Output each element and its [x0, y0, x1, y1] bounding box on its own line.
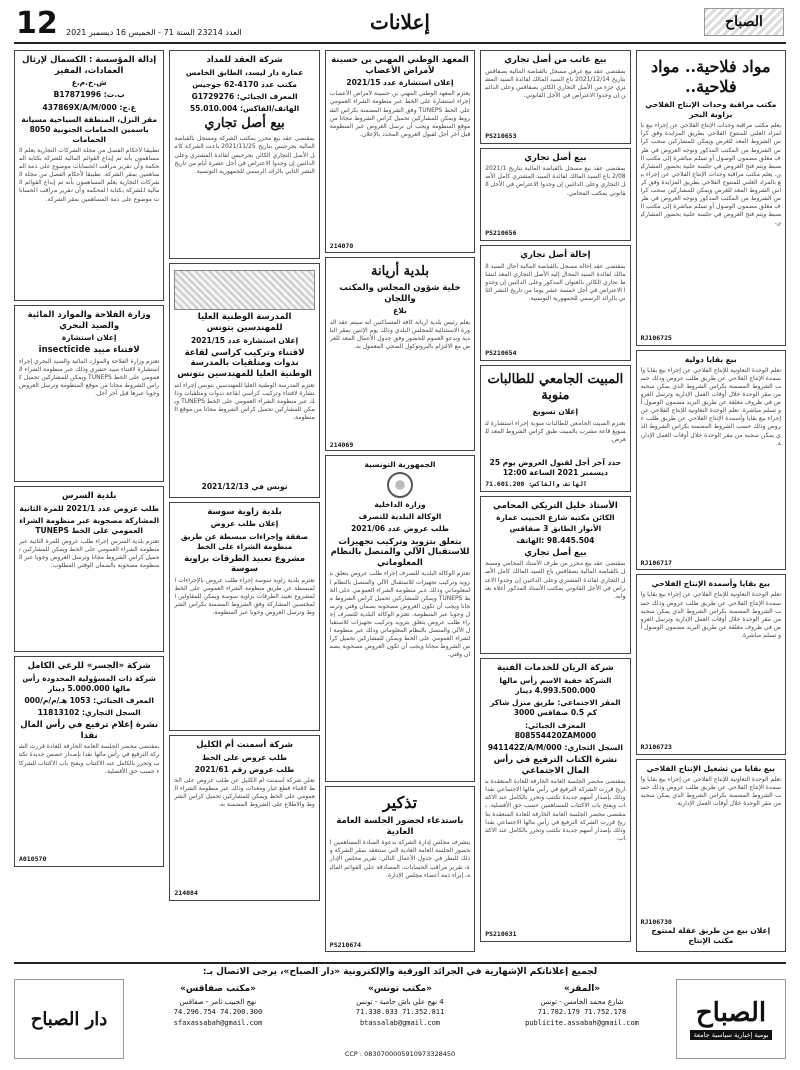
ad-jisr-company — [14, 656, 164, 867]
office-tunis-address: 4 نهج علي باش حامبة - تونس — [356, 997, 444, 1006]
ad-body-text: تعلم الوحدة التعاونية للإنتاج الفلاحي عن إجراء بيع بقايا وأسمدة الإنتاج الفلاحي عن طريق طلب عروض وذلك حسب الشروط المضمنة بكراس الشروط الذي يمكن سحبه من مقر الوحدة خلال أوقات العمل الإدارية وترسل العروض في ظروف مغلقة عن طريق البريد مضمون الوصول أو تسلم مباشرة. — [640, 591, 781, 639]
ad-title: إحالة أصل تجاري — [520, 250, 591, 261]
ad-phone: 71.601.200 :الهاتف والفاكس — [485, 479, 587, 488]
office-main-email: publicite.assabah@gmail.com — [525, 1018, 639, 1027]
ad-code-2: ع.ج: 437869X/A/M/000 — [42, 102, 136, 112]
ad-neuro-institute — [325, 50, 475, 253]
footer-logo — [676, 979, 786, 1059]
column-3 — [325, 50, 475, 952]
ad-sers-municipality — [14, 486, 164, 652]
ad-body-text: تعتزم بلدية السرس إجراء طلب عروض للمرة الثانية عبر منظومة الشراء العمومي على الخط ويمكن للمشاركين تحميل كراس الشروط مجانا وترسل العروض وجوبا عبر المنظومة مصحوبة بالضمان الوقتي المطلوب. — [18, 538, 160, 570]
ad-subtitle: بيع بقايا وأسمدة الإنتاج الفلاحي — [651, 579, 770, 589]
ad-item: لاقتناء وتركيب كراسي لقاعة ندوات ومتلقيات بالمدرسة الوطنية العليا للمهندسين بتونس — [177, 347, 312, 379]
ad-tax-id: المعرف الجبائي: 808554420ZAM000 — [514, 720, 597, 740]
school-logo-icon — [174, 270, 314, 310]
ad-phone: الهاتف/الفاكس: 55.010.004 — [189, 104, 300, 113]
ad-item: خلية شؤون المجلس والمكتب واللجان — [339, 283, 461, 304]
ad-emblem-line-1: الجمهورية التونسية — [364, 460, 436, 470]
ad-agriculture-ministry — [14, 305, 164, 482]
footer-offices — [14, 979, 786, 1059]
ad-body-text: تعتزم المدرسة الوطنية العليا للمهندسين بتونس إجراء استشارة لاقتناء وتركيب كراسي لقاعة ندوات ومتلقيات وذلك عبر منظومة الشراء العمومي على الخط TUNEPS ويمكن للمشاركين تحميل كراس الشروط مجانا من موقع المنظومة. — [174, 381, 315, 421]
footer-logo-tag: يومية إخبارية سياسية جامعة — [690, 1030, 773, 1040]
ad-title: الأستاذ خليل التريكي المحامي — [493, 500, 618, 511]
ad-emblem-line-3: الوكالة البلدية للتصرف — [358, 512, 442, 522]
ad-title: بيع أصل تجاري — [524, 152, 587, 163]
ad-body-text: يتشرف مجلس إدارة الشركة بدعوة السادة المساهمين لحضور الجلسة العامة العادية التي ستنعقد بمقر الشركة وذلك للنظر في جدول الأعمال التالي: تقرير مجلس الإدارة، تقرير مراقب الحسابات، المصادقة على القوائم المالية، إبراء ذمة أعضاء مجلس الإدارة. — [329, 839, 471, 879]
ad-body-text: يعلم رئيس بلدية أريانة كافة المتساكنين أنه سيتم عقد الدورة الاستثنائية للمجلس البلدي وذلك يوم الإثنين بمقر البلدية ويدعو العموم للحضور وفق جدول الأعمال المعد للغرض مع الالتزام بالبروتوكول الصحي المعمول به. — [329, 318, 471, 350]
footer-banner: لجميع إعلاناتكم الإشهارية في الجرائد الورقية والإلكترونية «دار الصباح»، يرجى الاتصال بـ: — [202, 967, 598, 977]
ad-title: وزارة الفلاحة والموارد المائية والصيد البحري — [27, 310, 151, 331]
ad-body-text: بمقتضى محضر الجلسة العامة الخارقة للعادة قررت الشركة الترفيع في رأس مالها نقدا بإصدار حصص جديدة تكتتب وتحرر بالكامل عند الاكتتاب ويفتح باب الاكتتاب للشركاء حسب حق الأفضلية. — [18, 743, 160, 775]
footer-logo-word: الصباح — [695, 998, 767, 1028]
ad-subtitle: إعلان استشارة عدد 2021/15 — [190, 335, 299, 345]
ad-deadline: حدد آخر أجل لقبول العروض يوم 25 ديسمبر 2021 الساعة 12:00 — [489, 457, 622, 477]
ad-hq: المقر الاجتماعي: طريق منزل شاكر كم 0.5 صفاقس 3000 — [490, 698, 621, 718]
ad-engineering-school — [169, 263, 319, 497]
ad-rayan-company — [480, 658, 630, 942]
ad-code: 214084 — [174, 888, 198, 897]
ad-title: شركة الريان للخدمات الفنية — [497, 663, 614, 674]
ad-title: إدالة المؤسسة : الكسمال لإرثال العمادات، المفير — [22, 55, 157, 76]
ad-body-text: بمقتضى محضر الجلسة العامة الخارقة للعادة المنعقدة بتاريخ قررت الشركة الترفيع في رأس مالها الاجتماعي نقدا وذلك بإصدار أسهم جديدة تكتتب وتحرر بالكامل عند الاكتتاب ويفتح باب الاكتتاب للمساهمين حسب حق الأفضلية. بمقتضى محضر الجلسة العامة الخارقة للعادة المنعقدة بتاريخ قررت الشركة الترفيع في رأس مالها الاجتماعي نقدا وذلك بإصدار أسهم جديدة تكتتب وتحرر بالكامل عند الاكتتاب. — [485, 778, 626, 842]
ad-title: مواد فلاحية.. مواد فلاحية.. — [651, 57, 771, 96]
ad-subtitle: إعلان استشارة عدد 2021/15 — [346, 78, 454, 88]
ad-code: 214069 — [329, 440, 354, 449]
ad-business-sale — [480, 148, 630, 242]
office-sfax-phones: 74.296.754 74.200.300 — [173, 1008, 263, 1016]
ad-subtitle: ش.خ.م.ع — [71, 78, 107, 88]
footer-account: CCP : 0830700005910973328450 — [344, 1050, 456, 1058]
office-sfax-address: نهج الحبيب ثامر - صفاقس — [179, 997, 257, 1006]
office-tunis-email: btassalab@gmail.com — [359, 1018, 441, 1027]
ad-body-text: بمقتضى عقد بيع عرفي مسجل بالقباضة المالية بصفاقس بتاريخ 2021/12/14 باع السيد المالك لفائدة السيد المشتري جزء من الأصل التجاري الكائن بصفاقس وعلى الدائنين إن وجدوا الاعتراض في الأجل القانوني. — [485, 67, 626, 99]
ad-item: لاقتناء مبيد insecticide — [38, 345, 140, 356]
ad-footnote: إعلان بيع من طريق عقلة لمنتوج مكتب الإنتاج — [651, 926, 771, 946]
column-2 — [169, 50, 319, 952]
ad-body-text: تعلم الوحدة التعاونية للإنتاج الفلاحي عن إجراء بيع بقايا وأسمدة الإنتاج الفلاحي عن طريق طلب عروض وذلك حسب الشروط المضمنة بكراس الشروط الذي يمكن سحبه من مقر الوحدة خلال أوقات العمل الإدارية. — [640, 776, 781, 808]
ad-reminder-meeting — [325, 786, 475, 952]
ad-subtitle: بلاغ — [393, 306, 407, 316]
ad-code: PS210654 — [485, 348, 517, 357]
ad-code: PS210656 — [485, 229, 517, 238]
ad-body-text: يعلم مكتب مراقبة وحدات الإنتاج الفلاحي عن إجراء بيع بالمزاد العلني للمنتوج الفلاحي بطريق المزايدة وفق كراس الشروط المعد للغرض ويمكن للمشاركين سحب كراس الشروط من المكتب المذكور وتوجه العروض في ظرف مغلق مضمون الوصول أو تسلم مباشرة إلى مكتب الضبط ويتم فتح العروض في جلسة علنية بحضور المشاركين. يعلم مكتب مراقبة وحدات الإنتاج الفلاحي عن إجراء بيع بالمزاد العلني للمنتوج الفلاحي بطريق المزايدة وفق كراس الشروط المعد للغرض ويمكن للمشاركين سحب كراس الشروط من المكتب المذكور وتوجه العروض في ظرف مغلق مضمون الوصول أو تسلم مباشرة إلى مكتب الضبط ويتم فتح العروض في جلسة علنية بحضور المشاركين. — [640, 122, 781, 227]
ad-heading: بيع أصل تجاري — [524, 547, 587, 558]
office-sfax — [130, 979, 306, 1059]
ad-title: تذكير — [382, 792, 418, 812]
ad-body-text: بمقتضى عقد بيع محرر بمكتب الشركة ومسجل بالقباضة المالية بجرجيس بتاريخ 2021/11/25 باعت الشركة كامل الأصل التجاري الكائن بجرجيس لفائدة المشتري وعلى الدائنين إن وجدوا الاعتراض في أجل عشرة أيام من تاريخ النشر الثاني بالرائد الرسمي للجمهورية التونسية. — [174, 135, 315, 175]
ad-body-text: بمقتضى عقد بيع مسجل بالقباضة المالية بتاريخ 2021/12/08 باع السيد المالك لفائدة السيد المشتري كامل الأصل التجاري وعلى الدائنين إن وجدوا الاعتراض في الأجل القانوني بمكتب المحامي. — [485, 165, 626, 197]
ad-code: RJ106725 — [640, 334, 672, 343]
ad-note: المشاركة مصحوبة عبر منظومة الشراء العمومي على الخط TUNEPS — [19, 515, 160, 535]
ad-body-text: يعتزم المعهد الوطني المهني بن حسينة لأمراض الأعصاب إجراء استشارة على الخط عبر منظومة الشراء العمومي على الخط TUNEPS وفق الشروط المضمنة بكراس الشروط ويمكن للمشاركين تحميل كراس الشروط مجانا من موقع المنظومة ويجب أن ترسل العروض عبر المنظومة قبل آخر أجل لقبول العروض المحدد بالإعلان. — [329, 90, 471, 138]
ad-title: المعهد الوطني المهني بن حسينة لأمراض الأعصاب — [331, 55, 469, 76]
ad-code: PS210674 — [329, 941, 362, 950]
office-main-title: «المقر» — [563, 984, 601, 994]
section-title: إعلانات — [370, 10, 430, 34]
ad-subtitle: إعلان تسويغ — [532, 407, 579, 417]
ad-subtitle: عمارة دار ليسد، الطابق الخامس — [185, 67, 304, 77]
ad-zaouia-sousse — [169, 502, 319, 731]
ad-subtitle: الشركة خفية الاسم رأس مالها 4.993.500.000 دينار — [499, 676, 612, 696]
state-emblem-icon — [387, 472, 413, 498]
ad-body-text: تعلن شركة أسمنت أم الكليل عن طلب عروض على الخط لاقتناء قطع غيار ومعدات وذلك عبر منظومة الشراء العمومي على الخط ويمكن للمشاركين تحميل كراس الشروط والاطلاع على الشروط المضمنة به. — [174, 776, 315, 809]
ad-university-dorm — [480, 365, 630, 492]
ad-body-text: تعتزم الوكالة البلدية للتصرف إجراء طلب عروض يتعلق بتزويد وتركيب تجهيزات للاستقبال الآلي والمتصل بالنظام المعلوماتي وذلك عبر منظومة الشراء العمومي على الخط TUNEPS ويمكن للمشاركين تحميل كراس الشروط مجانا ويجب أن تكون العروض مصحوبة بضمان وقتي وترسل وجوبا عبر المنظومة. تعتزم الوكالة البلدية للتصرف إجراء طلب عروض يتعلق بتزويد وتركيب تجهيزات للاستقبال الآلي والمتصل بالنظام المعلوماتي وذلك عبر منظومة الشراء العمومي على الخط ويمكن للمشاركين تحميل كراس الشروط مجانا ويجب أن تكون العروض مصحوبة بضمان وقتي. — [329, 570, 471, 659]
office-tunis-title: «مكتب تونس» — [368, 984, 432, 994]
page-footer — [14, 962, 786, 1062]
office-main — [494, 979, 670, 1059]
ads-columns — [14, 50, 786, 952]
issue-line: العدد 23214 السنة 71 - الخميس 16 ديسمبر 2021 — [66, 28, 242, 37]
ad-code: RJ106723 — [640, 743, 672, 752]
ad-body-text: بمقتضى عقد بيع محرر من طرف الأستاذ المحامي ومسجل بالقباضة المالية بصفاقس باع السيد المالك كامل الأصل التجاري لفائدة المشتري وعلى الدائنين إن وجدوا الاعتراض في الأجل القانوني بمكتب الأستاذ المذكور أعلاه بعنوانه. — [485, 560, 626, 600]
ad-phone: 98.445.504 :الهاتف — [516, 535, 595, 545]
ad-tax-id: المعرف الجبائي: G1729276 — [191, 91, 298, 101]
ad-tax-id: المعرف الجبائي: 1053 هـ/م/م/000 — [24, 695, 154, 705]
ad-office: مكتب عدد 4170-62 جوجيس — [192, 79, 297, 89]
ad-emblem-line-2: وزارة الداخلية — [374, 500, 426, 510]
ad-subtitle: إعلان استشارة — [61, 333, 117, 343]
ad-subtitle: طلب عروض عدد 2021/06 — [351, 524, 449, 534]
page-number: 12 — [16, 6, 58, 41]
ad-title: بيع عاتب من أصل تجاري — [504, 55, 607, 65]
ad-subtitle: طلب عروض عدد 2021/1 للمرة الثانية — [19, 503, 159, 513]
ad-municipal-agency — [325, 455, 475, 782]
ad-subtitle: طلب عروض على الخط — [202, 752, 288, 762]
office-main-address: شارع محمد الخامس - تونس — [540, 997, 624, 1006]
ad-title: شركة أسمنت أم الكليل — [196, 740, 293, 750]
ad-code: A010570 — [18, 855, 47, 864]
ad-heading: نشرة إعلام ترفيع في رأس المال نقدا — [20, 720, 159, 741]
ad-agri-sale-2 — [636, 574, 786, 755]
ad-trade-register: السجل التجاري: 11813102 — [37, 708, 141, 717]
footer-logo-dar — [14, 979, 124, 1059]
office-tunis — [312, 979, 488, 1059]
column-left — [14, 50, 164, 952]
ad-cement-company — [169, 735, 319, 901]
column-right — [636, 50, 786, 952]
ad-code: PS210631 — [485, 930, 517, 939]
ad-title: بلدية السرس — [61, 491, 117, 501]
ad-agri-sale-3 — [636, 759, 786, 952]
ad-title: المدرسة الوطنية العليا للمهندسين بتونس — [197, 312, 292, 333]
ad-lawyer — [480, 496, 630, 655]
ad-office: مقر النزل، المنطقة السياحية مسيانة ياسمين الحمامات الجنوبية 8050 الحمامات — [21, 114, 158, 144]
ad-item: باستدعاء لحضور الجلسة العامة العادية — [336, 815, 464, 837]
ad-subtitle-2: صفقة وإجراءات مبسطة عن طريق منظومة الشراء على الخط — [180, 531, 309, 551]
column-4 — [480, 50, 630, 952]
ad-subtitle: بيع بقايا دولية — [684, 354, 737, 364]
ad-code: PS210653 — [485, 131, 517, 140]
ad-tender-no: طلب عروض رقم 2021/61 — [194, 764, 295, 774]
ad-item: بتعلق بتزويد وتركيب تجهيزات للاستقبال الآلي والمتصل بالنظام المعلوماتي — [330, 536, 470, 568]
office-sfax-title: «مكتب صفاقس» — [180, 984, 256, 994]
ad-body-text: تعتزم بلدية زاوية سوسة إجراء طلب عروض بالإجراءات المبسطة عن طريق منظومة الشراء العمومي على الخط لمشروع تعبيد الطرقات بزاوية سوسة ويمكن للمقاولين المختصين المشاركة وفق الشروط المضمنة بكراس الشروط وترسل العروض وجوبا عبر المنظومة. — [174, 577, 315, 617]
ad-title: بلدية زاوية سوسة — [207, 506, 282, 517]
ad-partial-sale — [480, 50, 630, 144]
ad-aqd-company — [169, 50, 319, 259]
ad-title: شركة «الجسر» للرعي الكامل — [27, 661, 151, 671]
ad-code: RJ106717 — [640, 558, 672, 567]
ad-ariana-municipality — [325, 257, 475, 451]
masthead-logo: الصباح — [704, 8, 784, 36]
ad-agri-materials — [636, 50, 786, 346]
ad-body-text: تعتزم وزارة الفلاحة والموارد المائية والصيد البحري إجراء استشارة لاقتناء مبيد حشري وذلك عبر منظومة الشراء العمومي على الخط TUNEPS ويمكن للمشاركين تحميل كراس الشروط مجانا من موقع المنظومة وترسل العروض وجوبا عبرها قبل آخر أجل. — [18, 358, 160, 398]
footer-logo-dar-word: دار الصباح — [30, 1008, 108, 1030]
office-tunis-phones: 71.338.033 71.352.811 — [355, 1008, 445, 1016]
office-main-phones: 71.782.179 71.752.178 — [537, 1008, 627, 1016]
ad-trade-register: السجل التجاري: 941142Z/A/M/000 — [487, 742, 623, 752]
ad-subtitle: شركة ذات المسؤولية المحدودة رأس مالها 5.000.000 دينار — [22, 673, 156, 693]
ad-heading: نشرة الكتاب الترفيع في رأس المال الاجتماعي — [493, 754, 618, 776]
ad-body-text: تطبيقا لأحكام الفصل من مجلة الشركات التجارية يعلم المساهمون بأنه تم إيداع القوائم المالية للشركة بكتابة المحكمة وأن تقرير مراقب الحسابات موضوع على ذمة المساهمين بمقر الشركة. تطبيقا لأحكام الفصل من مجلة الشركات التجارية يعلم المساهمون بأنه تم إيداع القوائم المالية للشركة بكتابة المحكمة وأن تقرير مراقب الحسابات موضوع على ذمة المساهمين بمقر الشركة. — [18, 147, 160, 203]
ad-title: بلدية أريانة — [371, 263, 429, 279]
ad-business-transfer — [480, 245, 630, 361]
ad-subtitle: مكتب مراقبة وحدات الإنتاج الفلاحي بزاوية البحر — [645, 100, 777, 120]
ad-body-text: بمقتضى عقد إحالة مسجل بالقباضة المالية أحال السيد المالك لفائدة السيد المحال إليه الأصل التجاري المعد لنشاط تجاري الكائن بالعنوان المذكور وعلى الدائنين إن وجدوا الاعتراض في أجل خمسة عشر يوما من تاريخ النشر الثاني بالرائد الرسمي للجمهورية التونسية. — [485, 262, 626, 303]
ad-code-1: ب.ت: B17871996 — [53, 90, 125, 100]
ad-item: مشروع تعبيد الطرقات بزاوية سوسة — [184, 553, 306, 575]
ad-subtitle: إعلان طلب عروض — [210, 519, 279, 529]
ad-title: شركة العقد للمداد — [206, 55, 283, 65]
ad-code: RJ106730 — [640, 918, 672, 927]
ad-body-text: تعلم الوحدة التعاونية للإنتاج الفلاحي عن إجراء بيع بقايا وأسمدة الإنتاج الفلاحي عن طريق طلب عروض وذلك حسب الشروط المضمنة بكراس الشروط الذي يمكن سحبه من مقر الوحدة خلال أوقات العمل الإدارية وترسل العروض في ظروف مغلقة عن طريق البريد مضمون الوصول أو تسلم مباشرة. تعلم الوحدة التعاونية للإنتاج الفلاحي عن إجراء بيع بقايا وأسمدة الإنتاج الفلاحي عن طريق طلب عروض وذلك حسب الشروط المضمنة بكراس الشروط الذي يمكن سحبه من مقر الوحدة خلال أوقات العمل الإدارية. — [640, 366, 781, 447]
ad-date: تونس في 2021/12/13 — [201, 481, 288, 491]
ad-title: المبيت الجامعي للطالبات منوبة — [487, 371, 624, 404]
ad-kasmal — [14, 50, 164, 301]
ad-body-text: يعتزم المبيت الجامعي للطالبات منوبة إجراء استشارة لتسويغ قاعة مشرب بالمبيت طبق كراس الشروط المعد للغرض. — [485, 419, 626, 443]
ad-agri-sale-1 — [636, 350, 786, 571]
ad-code: 214070 — [329, 242, 354, 251]
page-header — [14, 6, 786, 44]
ad-address: الكائن مكتبه شارع الحبيب عمارة الأنوار الطابق 3 صفاقس — [496, 513, 615, 533]
ad-heading: بيع أصل تجاري — [204, 116, 285, 132]
ad-subtitle: بيع بقايا من تشغيل الإنتاج الفلاحي — [646, 764, 775, 774]
office-sfax-email: sfaxassabah@gmail.com — [173, 1018, 263, 1027]
